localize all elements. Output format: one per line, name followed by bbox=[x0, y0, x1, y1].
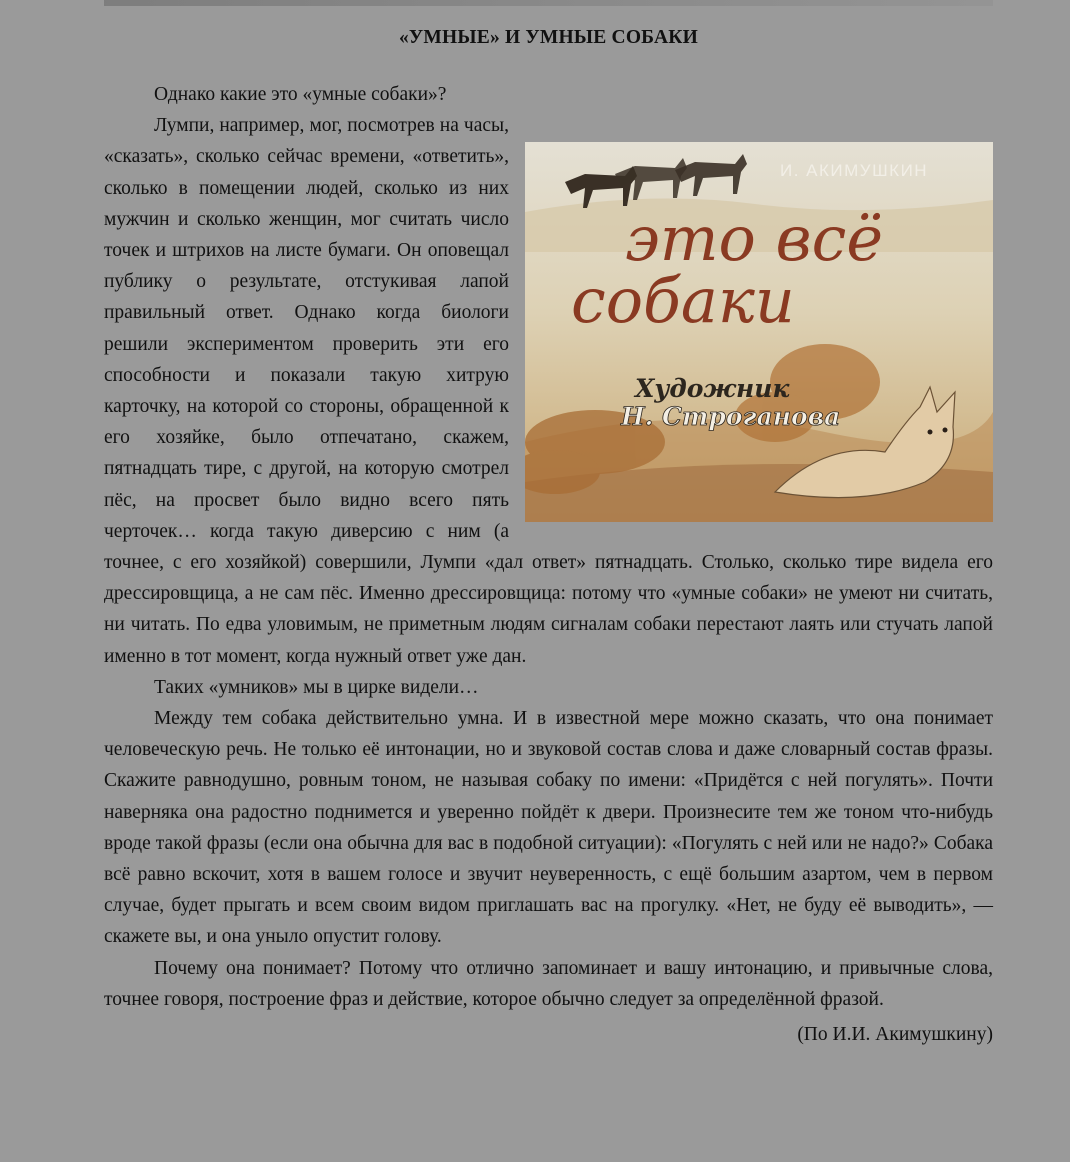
cover-title-line2: собаки bbox=[571, 264, 795, 338]
cover-author: И. АКИМУШКИН bbox=[780, 161, 929, 181]
source-attribution: (По И.И. Акимушкину) bbox=[797, 1024, 993, 1046]
paragraph-lumpi: Лумпи, например, мог, посмотрев на часы, «сказать», сколько сейчас времени, «ответить», сколько в помещении людей, сколько из них мужчин и сколько женщин, мог считать число точек и штрихов на листе бумаги. Он оповещал публику о результате, отстукивая лапой правильный ответ. Однако когда биологи решили экспериментом проверить эти его способности и показали такую хитрую карточку, на которой со стороны, обращенной к его хозяйке, было отпечатано, скажем, пятнадцать тире, с другой, на которую смотрел пёс, на просвет было видно всего пять черточек… когда такую диверсию с ним (а точнее, с его хозяйкой) совершили, Лумпи «дал ответ» пятнадцать. Столько, сколько тире видела его дрессировщица, а не сам пёс. Именно дрессировщица: потому что «умные собаки» не умеют ни считать, ни читать. По едва уловимым, не приметным людям сигналам собаки перестают лаять или стучать лапой именно в тот момент, когда нужный ответ уже дан. bbox=[104, 115, 993, 667]
book-cover-image bbox=[525, 142, 993, 522]
paragraph-circus: Таких «умников» мы в цирке видели… bbox=[154, 676, 479, 698]
page-top-edge bbox=[104, 0, 993, 6]
cover-title-line1: это всё bbox=[625, 202, 884, 276]
paragraph-speech: Между тем собака действительно умна. И в известной мере можно сказать, что она понимает человеческую речь. Не только её интонации, но и звуковой состав слова и даже словарный состав фразы. Скажите равнодушно, ровным тоном, не называя собаку по имени: «Придётся с ней погулять». Почти наверняка она радостно поднимется и уверенно пойдёт к двери. Произнесите тем же тоном что-нибудь вроде такой фразы (если она обычна для вас в подобной ситуации): «Погулять с ней или не надо?» Собака всё равно вскочит, хотя в вашем голосе и звучит неуверенность, с ещё большим азартом, чем в первом случае, будет прыгать и всем своим видом приглашать вас на прогулку. «Нет, не буду её выводить», — скажете вы, и она уныло опустит голову. bbox=[104, 708, 993, 948]
book-cover-illustration bbox=[525, 142, 993, 522]
article-body bbox=[104, 79, 993, 1050]
cover-illustrator-name: Н. Строганова bbox=[621, 402, 841, 432]
cover-illustrator-label: Художник bbox=[635, 374, 790, 404]
page-title: «УМНЫЕ» И УМНЫЕ СОБАКИ bbox=[398, 27, 699, 48]
paragraph-intro: Однако какие это «умные собаки»? bbox=[154, 84, 447, 105]
paragraph-conclusion: Почему она понимает? Потому что отлично запоминает и вашу интонацию, и привычные слова, точнее говоря, построение фраз и действие, которое обычно следует за определённой фразой. bbox=[104, 957, 993, 1010]
document-page bbox=[104, 0, 993, 1162]
